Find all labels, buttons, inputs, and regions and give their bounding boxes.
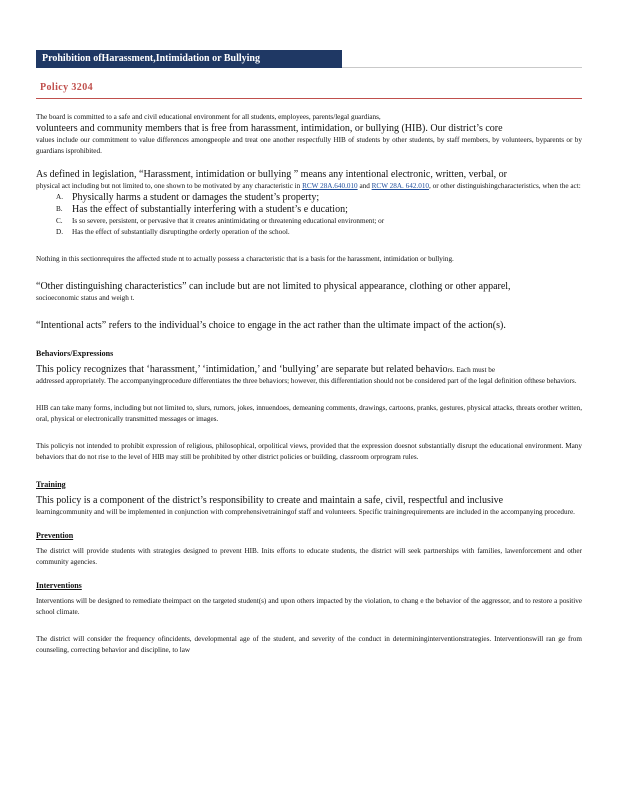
- definition-text-a: physical act including but not limited to, one shown to be motivated by any characteristic in: [36, 182, 301, 190]
- interventions-text-1: Interventions will be designed to remediate theimpact on the targeted student(s) and upon others impacted by the violation, to chang e the behavior of the aggressor, and to restore a positive school climate.: [36, 597, 582, 616]
- list-marker: B.: [56, 205, 63, 213]
- definition-and: and: [359, 182, 370, 190]
- policy-body: [36, 112, 582, 656]
- training-line-1: This policy is a component of the district’s responsibility to create and maintain a safe, civil, respectful and inclusive: [36, 495, 504, 506]
- training-line-2: learningcommunity and will be implemented in conjunction with comprehensivetrainingof staff and volunteers. Specific trainingrequirements are included in the accompanying procedure.: [36, 508, 575, 516]
- list-item: [36, 216, 582, 227]
- list-item-text: Is so severe, persistent, or pervasive that it creates anintimidating or threatening educational environment; or: [72, 217, 385, 225]
- rcw-642-link[interactable]: RCW 28A. 642.010: [371, 182, 430, 190]
- definition-line-1: As defined in legislation, “Harassment, intimidation or bullying ” means any intentional electronic, written, verbal, or: [36, 169, 507, 180]
- expression-note: This policyis not intended to prohibit expression of religious, philosophical, orpolitical views, provided that the expression doesnot substantially disrupt the educational environment. Many behaviors that do not rise to the level of HIB may still be prohibited by other district policies or building, classroom orprogram rules.: [36, 442, 582, 461]
- list-item-text: Has the effect of substantially interfering with a student’s e ducation;: [72, 204, 348, 215]
- list-item-text: Physically harms a student or damages the student’s property;: [72, 192, 320, 203]
- intro-line-3: values include our commitment to value differences amongpeople and treat one another respectfully HIB of students by other students, by staff members, by volunteers, byparents or by guardians isprohibited.: [36, 136, 582, 155]
- list-item: [36, 192, 582, 204]
- interventions-text-2: The district will consider the frequency ofincidents, developmental age of the student, and severity of the conduct in determininginterventionstrategies. Interventionswill ran ge from counseling, correcting behavior and discipline, to law: [36, 635, 582, 654]
- intro-line-1: The board is committed to a safe and civil educational environment for all students, employees, parents/legal guardians,: [36, 113, 381, 121]
- title-bar-extension: [342, 50, 582, 68]
- hib-forms: HIB can take many forms, including but not limited to, slurs, rumors, jokes, innuendoes, demeaning comments, drawings, cartoons, pranks, gestures, physical attacks, threats orother written, oral, physical or electronically transmitted messages or images.: [36, 404, 582, 423]
- definition-text-b: , or other distinguishingcharacteristics, when the act:: [429, 182, 581, 190]
- intro-line-2: volunteers and community members that is free from harassment, intimidation, or bullying (HIB). Our district’s core: [36, 123, 503, 134]
- behaviors-line-2: addressed appropriately. The accompanyingprocedure differentiates the three behaviors; however, this differentiation should not be considered part of the legal definition ofthese behaviors.: [36, 377, 577, 385]
- behaviors-text-tail: rs. Each must be: [447, 366, 496, 374]
- policy-title: Prohibition ofHarassment,Intimidation or Bullying: [36, 50, 342, 68]
- criteria-list: [36, 192, 582, 238]
- characteristic-note: Nothing in this sectionrequires the affected stude nt to actually possess a characteristic that is a basis for the harassment, intimidation or bullying.: [36, 255, 454, 263]
- list-item: [36, 227, 582, 238]
- header-divider: [36, 98, 582, 99]
- intentional-acts: “Intentional acts” refers to the individual’s choice to engage in the act rather than the ultimate impact of the action(s).: [36, 320, 506, 331]
- list-marker: D.: [56, 228, 63, 236]
- prevention-text: The district will provide students with strategies designed to prevent HIB. Inits efforts to educate students, the district will seek partnerships with families, lawenforcement and other community agencies.: [36, 547, 582, 566]
- other-characteristics-line-1: “Other distinguishing characteristics” can include but are not limited to physical appearance, clothing or other apparel,: [36, 281, 511, 292]
- other-characteristics-line-2: socioeconomic status and weigh t.: [36, 294, 135, 302]
- rcw-640-link[interactable]: RCW 28A.640.010: [302, 182, 358, 190]
- policy-number: Policy 3204: [40, 82, 94, 93]
- list-marker: A.: [56, 193, 63, 201]
- training-heading: Training: [36, 480, 66, 489]
- interventions-heading: Interventions: [36, 581, 82, 590]
- behaviors-line-1: [36, 364, 582, 376]
- prevention-heading: Prevention: [36, 531, 74, 540]
- list-item-text: Has the effect of substantially disruptingthe orderly operation of the school.: [72, 228, 290, 236]
- list-marker: C.: [56, 217, 63, 225]
- definition-line-2: [36, 181, 582, 192]
- behaviors-text-large: This policy recognizes that ‘harassment,’ ‘intimidation,’ and ‘bullying’ are separate but related behavio: [36, 364, 448, 375]
- list-item: [36, 204, 582, 216]
- behaviors-heading: Behaviors/Expressions: [36, 349, 114, 358]
